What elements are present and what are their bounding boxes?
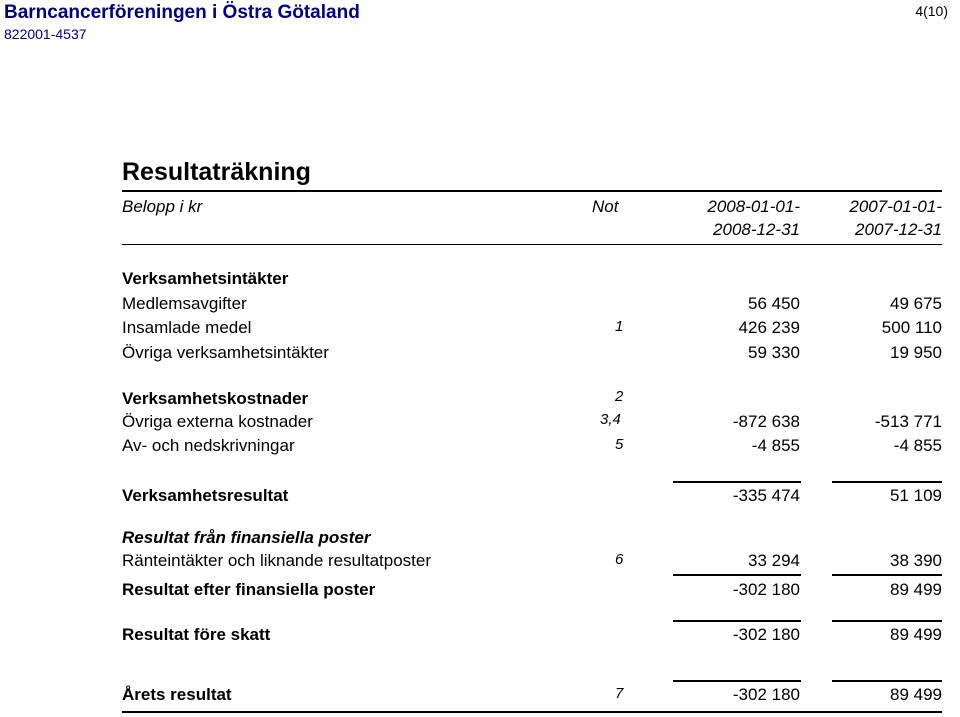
row-current-membership-fees: 56 450 <box>748 294 800 313</box>
header-bottom-rule <box>122 244 942 245</box>
row-label-net-result: Årets resultat <box>122 685 232 704</box>
row-label-interest-income: Ränteintäkter och liknande resultatposter <box>122 551 432 570</box>
row-previous-depreciation: -4 855 <box>893 436 942 455</box>
row-previous-collected-funds: 500 110 <box>881 318 942 337</box>
sum-rule-previous <box>832 481 942 483</box>
row-current-collected-funds: 426 239 <box>738 318 800 337</box>
sum-rule-previous-4 <box>832 680 942 682</box>
row-label-depreciation: Av- och nedskrivningar <box>122 436 295 455</box>
section-heading-operating-income: Verksamhetsintäkter <box>122 269 289 288</box>
column-header-amount-unit: Belopp i kr <box>122 197 203 216</box>
row-label-result-after-financial: Resultat efter finansiella poster <box>122 580 376 599</box>
table-top-rule <box>122 190 942 192</box>
row-current-other-operating-income: 59 330 <box>748 343 800 362</box>
section-heading-operating-costs: Verksamhetskostnader <box>122 389 309 408</box>
row-label-collected-funds: Insamlade medel <box>122 318 252 337</box>
row-current-interest-income: 33 294 <box>748 551 800 570</box>
sum-rule-previous-3 <box>832 620 942 622</box>
sum-rule-previous-2 <box>832 574 942 576</box>
column-header-current-start: 2008-01-01- <box>707 197 800 216</box>
row-label-result-before-tax: Resultat före skatt <box>122 625 271 644</box>
row-current-result-after-financial: -302 180 <box>732 580 800 599</box>
organization-name: Barncancerföreningen i Östra Götaland <box>4 2 360 23</box>
row-previous-net-result: 89 499 <box>890 685 942 704</box>
organization-number: 822001-4537 <box>4 26 87 42</box>
sum-rule-current-3 <box>673 620 801 622</box>
row-note-net-result: 7 <box>615 685 624 702</box>
row-previous-other-operating-income: 19 950 <box>890 343 942 362</box>
row-current-depreciation: -4 855 <box>751 436 800 455</box>
row-note-collected-funds: 1 <box>615 318 624 335</box>
row-note-interest-income: 6 <box>615 551 624 568</box>
row-current-operating-result: -335 474 <box>732 486 800 505</box>
row-label-other-external-costs: Övriga externa kostnader <box>122 412 313 431</box>
row-label-operating-result: Verksamhetsresultat <box>122 486 289 505</box>
row-previous-result-after-financial: 89 499 <box>890 580 942 599</box>
row-label-membership-fees: Medlemsavgifter <box>122 294 247 313</box>
column-header-previous-end: 2007-12-31 <box>855 220 942 239</box>
row-previous-result-before-tax: 89 499 <box>890 625 942 644</box>
row-previous-other-external-costs: -513 771 <box>874 412 942 431</box>
row-note-depreciation: 5 <box>615 436 624 453</box>
page-title: Resultaträkning <box>122 158 311 186</box>
column-header-current-end: 2008-12-31 <box>713 220 800 239</box>
row-note-other-external-costs: 3,4 <box>600 411 621 428</box>
sum-rule-current <box>673 481 801 483</box>
row-note-operating-costs: 2 <box>615 388 624 405</box>
row-previous-membership-fees: 49 675 <box>890 294 942 313</box>
row-current-other-external-costs: -872 638 <box>732 412 800 431</box>
page-number: 4(10) <box>915 3 948 19</box>
table-bottom-rule <box>122 711 942 713</box>
row-current-result-before-tax: -302 180 <box>732 625 800 644</box>
section-heading-financial-items: Resultat från finansiella poster <box>122 528 371 547</box>
row-previous-interest-income: 38 390 <box>890 551 942 570</box>
column-header-previous-start: 2007-01-01- <box>849 197 942 216</box>
row-current-net-result: -302 180 <box>732 685 800 704</box>
row-previous-operating-result: 51 109 <box>890 486 942 505</box>
column-header-note: Not <box>592 197 619 216</box>
row-label-other-operating-income: Övriga verksamhetsintäkter <box>122 343 329 362</box>
sum-rule-current-2 <box>673 574 801 576</box>
sum-rule-current-4 <box>673 680 801 682</box>
